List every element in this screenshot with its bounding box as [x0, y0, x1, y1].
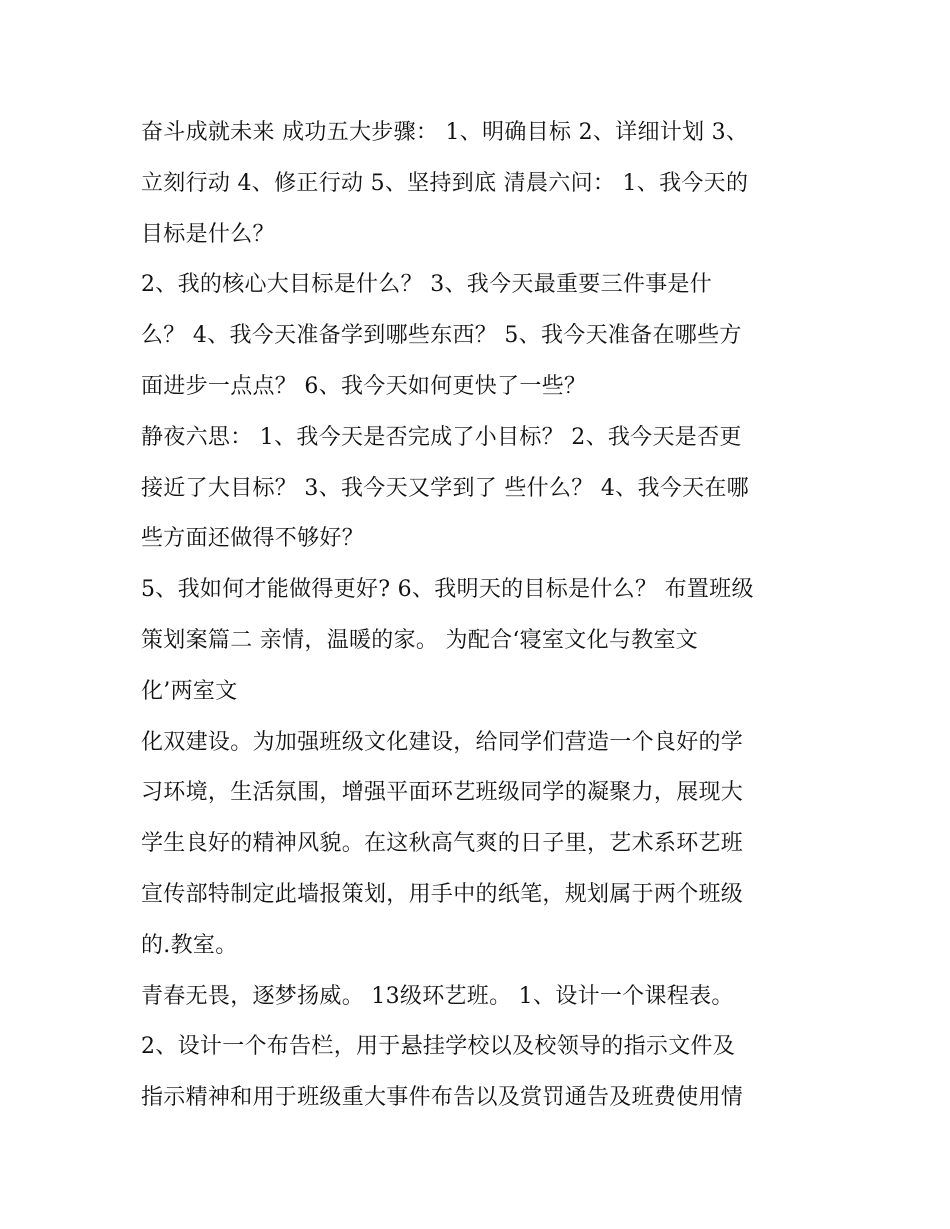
text-line: 静夜六思： 1、我今天是否完成了小目标？ 2、我今天是否更: [141, 424, 742, 450]
text-line: 指示精神和用于班级重大事件布告以及赏罚通告及班费使用情: [141, 1085, 744, 1111]
text-line: 奋斗成就未来 成功五大步骤： 1、明确目标 2、详细计划 3、: [141, 120, 749, 145]
text-line: 学生良好的精神风貌。在这秋高气爽的日子里，艺术系环艺班: [141, 831, 744, 857]
text-line: 化’两室文: [141, 678, 238, 704]
text-line: 习环境，生活氛围，增强平面环艺班级同学的凝聚力，展现大: [141, 780, 744, 806]
text-line: 青春无畏，逐梦扬威。 13级环艺班。 1、设计一个课程表。: [141, 983, 734, 1009]
text-line: 宣传部特制定此墙报策划，用手中的纸笔，规划属于两个班级: [141, 881, 744, 907]
text-line: 目标是什么？: [141, 221, 275, 247]
text-line: 些方面还做得不够好？: [141, 526, 365, 552]
text-line: 5、我如何才能做得更好? 6、我明天的目标是什么？ 布置班级: [141, 577, 754, 603]
text-line: 策划案篇二 亲情，温暖的家。 为配合‘寝室文化与教室文: [141, 627, 699, 653]
text-line: 化双建设。为加强班级文化建设，给同学们营造一个良好的学: [141, 729, 744, 755]
text-line: 2、我的核心大目标是什么？ 3、我今天最重要三件事是什: [141, 272, 713, 298]
text-line: 2、设计一个布告栏，用于悬挂学校以及校领导的指示文件及: [141, 1034, 736, 1060]
text-line: 接近了大目标？ 3、我今天又学到了 些什么？ 4、我今天在哪: [141, 475, 749, 501]
text-line: 面进步一点点？ 6、我今天如何更快了一些？: [141, 373, 587, 399]
text-line: 么？ 4、我今天准备学到哪些东西？ 5、我今天准备在哪些方: [141, 323, 742, 349]
text-line: 立刻行动 4、修正行动 5、坚持到底 清晨六问： 1、我今天的: [141, 170, 749, 196]
document-body: [141, 108, 821, 1124]
text-line: 的.教室。: [141, 932, 238, 958]
